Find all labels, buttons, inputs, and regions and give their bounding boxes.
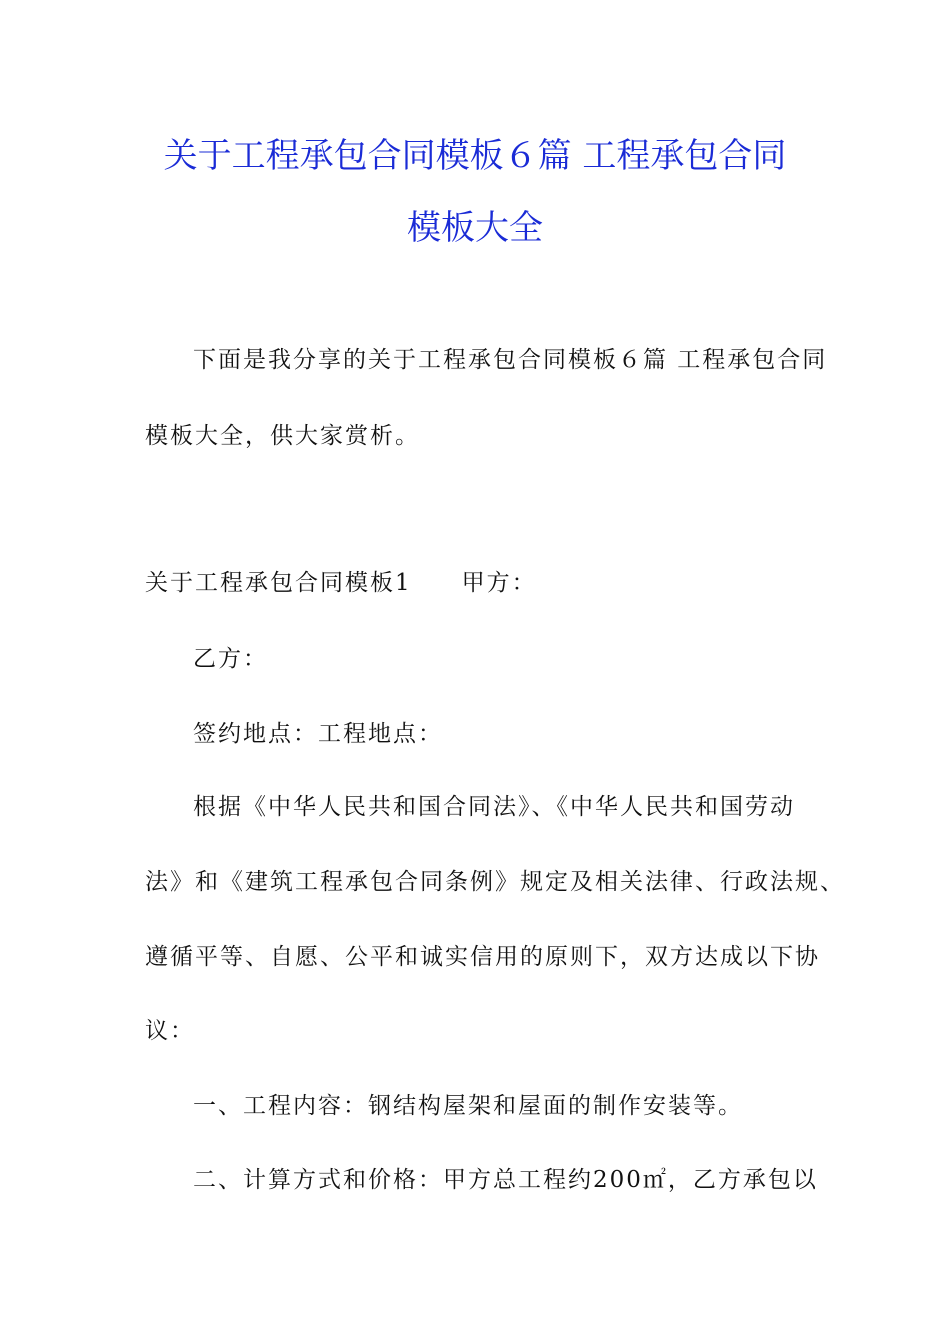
intro-paragraph-line-2: 模板大全，供大家赏析。 xyxy=(145,423,420,449)
basis-paragraph-line-4: 议： xyxy=(145,1018,195,1044)
party-a-label: 甲方： xyxy=(461,570,537,596)
clause-1-line: 一、工程内容：钢结构屋架和屋面的制作安装等。 xyxy=(193,1093,743,1119)
section-heading: 关于工程承包合同模板1 xyxy=(145,570,412,596)
clause-2-line: 二、计算方式和价格：甲方总工程约200㎡，乙方承包以 xyxy=(193,1167,818,1193)
section-heading-row xyxy=(145,568,537,598)
intro-paragraph-line-1: 下面是我分享的关于工程承包合同模板６篇 工程承包合同 xyxy=(193,347,828,373)
party-b-label: 乙方： xyxy=(193,646,268,672)
basis-paragraph-line-2: 法》和《建筑工程承包合同条例》规定及相关法律、行政法规、 xyxy=(145,869,845,895)
document-title-line-2: 模板大全 xyxy=(407,208,543,248)
basis-paragraph-line-1: 根据《中华人民共和国合同法》、《中华人民共和国劳动 xyxy=(193,794,795,820)
basis-paragraph-line-3: 遵循平等、自愿、公平和诚实信用的原则下，双方达成以下协 xyxy=(145,944,820,970)
signing-location-line: 签约地点：工程地点： xyxy=(193,721,443,747)
document-title-line-1: 关于工程承包合同模板６篇 工程承包合同 xyxy=(163,136,787,176)
